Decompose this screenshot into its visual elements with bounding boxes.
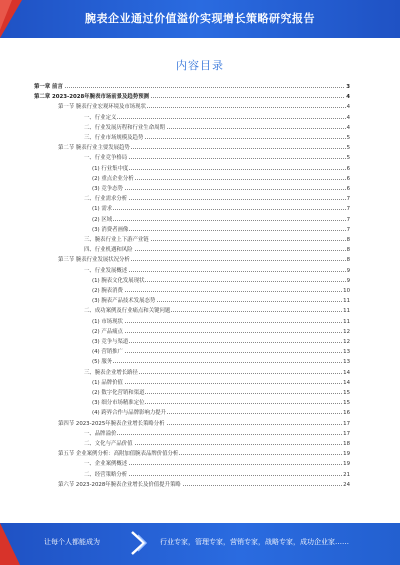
toc-entry-page: 4 bbox=[346, 94, 350, 101]
toc-entry-title: 三、行业市场规模及趋势 bbox=[84, 135, 144, 141]
toc-dot-leader bbox=[92, 209, 348, 210]
toc-entry-title: (3) 竞争态势 bbox=[92, 186, 123, 192]
toc-entry-title: 第三节 腕表行业发展状况分析 bbox=[58, 257, 130, 264]
toc-entry-page: 6 bbox=[346, 186, 350, 192]
chevron-right-icon bbox=[128, 530, 150, 556]
toc-entry-title: (2) 腕表消费 bbox=[92, 288, 123, 294]
toc-entry[interactable] bbox=[0, 296, 400, 306]
top-banner bbox=[0, 0, 400, 38]
toc-entry[interactable] bbox=[0, 194, 400, 204]
toc-entry-page: 12 bbox=[343, 328, 350, 335]
toc-entry[interactable] bbox=[0, 347, 400, 357]
toc-entry-page: 13 bbox=[343, 359, 350, 366]
report-title: 腕表企业通过价值溢价实现增长策略研究报告 bbox=[85, 12, 315, 25]
toc-entry[interactable] bbox=[0, 153, 400, 163]
footer-accent-shape bbox=[0, 523, 20, 565]
bottom-banner bbox=[0, 523, 400, 565]
toc-entry-title: 第四节 2023-2025年腕表企业增长策略分析 bbox=[58, 420, 165, 427]
toc-entry-page: 9 bbox=[346, 267, 350, 274]
toc-entry-page: 17 bbox=[343, 430, 350, 437]
toc-dot-leader bbox=[84, 118, 348, 119]
toc-entry[interactable] bbox=[0, 480, 400, 490]
toc-dot-leader bbox=[92, 362, 348, 363]
toc-entry-title: (4) 跨界合作与品牌影响力提升 bbox=[92, 410, 167, 417]
toc-entry-page: 7 bbox=[346, 196, 350, 203]
toc-entry-page: 19 bbox=[343, 461, 350, 468]
toc-entry[interactable] bbox=[0, 133, 400, 143]
toc-entry-title: 第二节 腕表行业主要发展趋势 bbox=[58, 145, 130, 152]
toc-dot-leader bbox=[92, 383, 348, 384]
toc-entry-title: (1) 腕表文化发展现状 bbox=[92, 277, 145, 284]
toc-entry-page: 8 bbox=[346, 237, 350, 243]
toc-dot-leader bbox=[92, 342, 348, 343]
toc-entry-page: 5 bbox=[346, 135, 350, 141]
toc-entry-title: 二、行业需求分析 bbox=[84, 196, 128, 203]
toc-entry-title: 第六节 2023-2028年腕表企业增长及价值提升策略 bbox=[58, 481, 181, 488]
toc-entry[interactable] bbox=[0, 337, 400, 347]
toc-entry[interactable] bbox=[0, 174, 400, 184]
toc-entry-page: 6 bbox=[346, 165, 350, 172]
toc-entry-title: (3) 消费者画像 bbox=[92, 226, 129, 233]
toc-entry[interactable] bbox=[0, 439, 400, 449]
toc-dot-leader bbox=[84, 434, 348, 435]
toc-entry[interactable] bbox=[0, 123, 400, 133]
toc-entry-page: 4 bbox=[346, 104, 350, 111]
toc-entry-page: 3 bbox=[346, 84, 350, 90]
toc-entry[interactable] bbox=[0, 92, 400, 102]
toc-entry-page: 15 bbox=[343, 390, 350, 396]
toc-entry-page: 8 bbox=[346, 257, 350, 264]
toc-entry[interactable] bbox=[0, 327, 400, 337]
toc-entry-page: 10 bbox=[343, 288, 350, 294]
toc-entry-page: 9 bbox=[346, 277, 350, 284]
toc-entry-page: 21 bbox=[343, 471, 350, 478]
toc-entry-page: 15 bbox=[343, 400, 350, 407]
toc-entry-title: (2) 产品痛点 bbox=[92, 328, 123, 335]
toc-entry-title: 二、文化与产品价值 bbox=[84, 441, 133, 447]
toc-entry-title: 一、行业竞争格局 bbox=[84, 155, 128, 162]
toc-entry[interactable] bbox=[0, 398, 400, 408]
toc-entry-page: 11 bbox=[343, 298, 350, 305]
toc-entry-page: 13 bbox=[343, 349, 350, 356]
toc-entry-title: (3) 腕表产品技术发展态势 bbox=[92, 298, 156, 305]
toc-entry[interactable] bbox=[0, 82, 400, 92]
toc-entry[interactable] bbox=[0, 408, 400, 418]
toc-entry-page: 6 bbox=[346, 175, 350, 182]
toc-entry-title: (2) 重点企业分析 bbox=[92, 175, 134, 182]
toc-dot-leader bbox=[92, 322, 348, 323]
toc-dot-leader bbox=[92, 189, 348, 190]
toc-entry[interactable] bbox=[0, 470, 400, 480]
toc-entry[interactable] bbox=[0, 113, 400, 123]
toc-entry[interactable] bbox=[0, 204, 400, 214]
toc-entry-page: 24 bbox=[343, 481, 350, 488]
toc-entry-title: (1) 品牌价值 bbox=[92, 379, 123, 386]
footer-slogan-left: 让每个人都能成为 bbox=[44, 538, 100, 546]
toc-entry-title: (1) 行业集中度 bbox=[92, 165, 129, 172]
toc-entry-title: 一、行业发展概述 bbox=[84, 267, 128, 274]
toc-entry-title: 第一节 腕表行业宏观环境及市场现状 bbox=[58, 104, 146, 111]
toc-entry-page: 4 bbox=[346, 114, 350, 121]
toc-dot-leader bbox=[92, 291, 348, 292]
toc-entry-title: 一、行业定义 bbox=[84, 114, 117, 121]
toc-entry-title: 二、成功案例及行业痛点和关键问题 bbox=[84, 308, 171, 315]
toc-entry-page: 19 bbox=[343, 451, 350, 458]
toc-entry[interactable] bbox=[0, 357, 400, 367]
toc-entry[interactable] bbox=[0, 378, 400, 388]
toc-entry-title: 三、腕表企业增长路径 bbox=[84, 369, 138, 376]
toc-entry-title: 二、行业发展历程和行业生命周期 bbox=[84, 124, 165, 131]
toc-entry-page: 11 bbox=[343, 308, 350, 315]
toc-entry-title: (5) 服务 bbox=[92, 359, 113, 366]
toc-entry[interactable] bbox=[0, 225, 400, 235]
toc-entry[interactable] bbox=[0, 368, 400, 378]
toc-entry-page: 7 bbox=[346, 226, 350, 233]
toc-entry[interactable] bbox=[0, 459, 400, 469]
toc-entry-title: (2) 数字化营销和渠道 bbox=[92, 390, 145, 396]
toc-entry[interactable] bbox=[0, 419, 400, 429]
toc-entry-page: 11 bbox=[343, 318, 350, 325]
toc-dot-leader bbox=[34, 87, 348, 88]
toc-entry[interactable] bbox=[0, 215, 400, 225]
toc-entry-title: (3) 细分市场精准定位 bbox=[92, 400, 145, 407]
toc-entry-title: (1) 市场现状 bbox=[92, 318, 123, 325]
toc-entry-page: 5 bbox=[346, 145, 350, 152]
toc-dot-leader bbox=[92, 332, 348, 333]
toc-entry[interactable] bbox=[0, 235, 400, 245]
toc-entry-title: 二、经营策略分析 bbox=[84, 471, 128, 478]
toc-entry[interactable] bbox=[0, 286, 400, 296]
toc-entry-title: 三、腕表行业上下游产业链 bbox=[84, 237, 149, 243]
toc-entry[interactable] bbox=[0, 143, 400, 153]
toc-entry-page: 8 bbox=[346, 247, 350, 254]
toc-entry-page: 16 bbox=[343, 410, 350, 417]
toc-dot-leader bbox=[92, 220, 348, 221]
toc-entry-title: 第五节 企业案例分析：高附加值腕表品牌价值分析 bbox=[58, 451, 179, 458]
toc-entry[interactable] bbox=[0, 164, 400, 174]
toc-entry-page: 4 bbox=[346, 124, 350, 131]
toc-entry[interactable] bbox=[0, 245, 400, 255]
toc-entry-page: 7 bbox=[346, 206, 350, 213]
toc-entry-page: 14 bbox=[343, 369, 350, 376]
toc-entry-title: (3) 竞争与渠道 bbox=[92, 339, 129, 345]
toc-entry[interactable] bbox=[0, 255, 400, 265]
toc-entry-page: 18 bbox=[343, 441, 350, 447]
toc-dot-leader bbox=[92, 230, 348, 231]
toc-entry-title: (1) 需求 bbox=[92, 206, 113, 213]
toc-entry-title: 一、品牌溢价 bbox=[84, 430, 117, 437]
toc-entry[interactable] bbox=[0, 317, 400, 327]
toc-entry-title: (4) 营销推广 bbox=[92, 349, 123, 356]
toc-entry[interactable] bbox=[0, 184, 400, 194]
toc-entry-page: 14 bbox=[343, 379, 350, 386]
toc-entry-title: (2) 区域 bbox=[92, 216, 113, 223]
toc-entry-page: 7 bbox=[346, 216, 350, 223]
toc-entry-title: 四、行业机遇和风险 bbox=[84, 247, 133, 254]
toc-entry[interactable] bbox=[0, 449, 400, 459]
toc-entry-title: 第一章 前言 bbox=[34, 84, 63, 90]
toc-dot-leader bbox=[92, 169, 348, 170]
toc-entry-title: 一、企业案例概述 bbox=[84, 461, 128, 468]
toc-entry[interactable] bbox=[0, 429, 400, 439]
toc-entry[interactable] bbox=[0, 306, 400, 316]
toc-entry-page: 17 bbox=[343, 420, 350, 427]
toc-entry-page: 12 bbox=[343, 339, 350, 345]
toc-entry[interactable] bbox=[0, 276, 400, 286]
toc-entry[interactable] bbox=[0, 102, 400, 112]
footer-slogan-right: 行业专家，管理专家，营销专家，战略专家，成功企业家…… bbox=[160, 538, 349, 546]
toc-entry[interactable] bbox=[0, 388, 400, 398]
toc-entry-title: 第二章 2023-2028年腕表市场前景及趋势预测 bbox=[34, 94, 149, 101]
toc-heading: 内容目录 bbox=[176, 59, 224, 72]
toc-dot-leader bbox=[92, 352, 348, 353]
toc-entry[interactable] bbox=[0, 266, 400, 276]
toc-entry-page: 5 bbox=[346, 155, 350, 162]
